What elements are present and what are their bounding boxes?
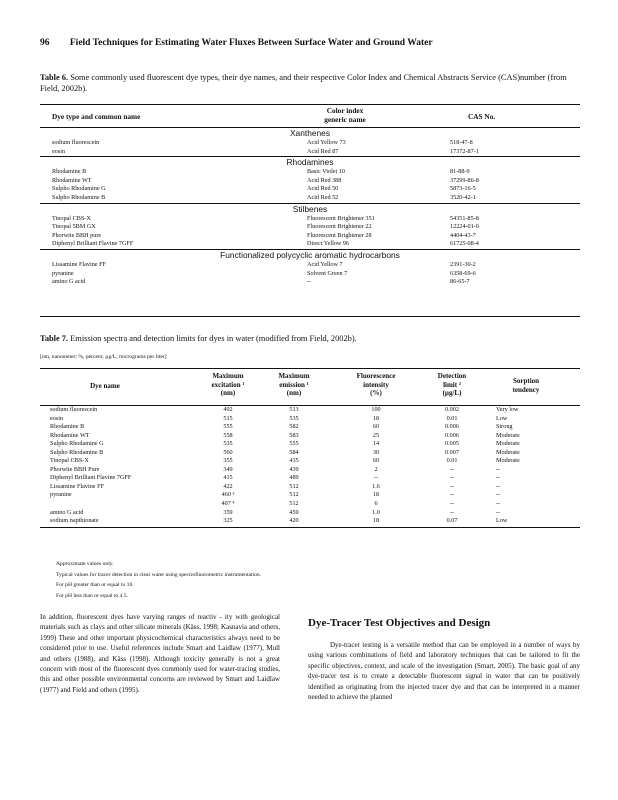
table6-group-heading: Rhodamines: [40, 156, 580, 168]
table7-caption: [40, 333, 580, 344]
cas-number-cell: 6358-69-6: [450, 269, 476, 277]
sorption-cell: --: [496, 508, 501, 516]
table7-units-note: [nm, nanometer; %, percent; µg/L, micrograms per liter]: [40, 354, 167, 360]
table7-header: [40, 370, 580, 404]
dye-name-cell: amino G acid: [52, 278, 86, 286]
table7-row: [40, 449, 580, 458]
cas-number-cell: 518-47-8: [450, 139, 473, 146]
table6-caption-text: Some commonly used fluorescent dye types, their dye names, and their respective Color Index and Chemical Abstracts Service (CAS)number (from Field, 2002b).: [40, 73, 567, 93]
table7-row: [40, 500, 580, 509]
emission-cell: 583: [289, 431, 299, 439]
emission-cell: 513: [289, 406, 299, 413]
dye-name-cell: Lissamine Flavine FF: [52, 260, 106, 268]
emission-cell: 535: [289, 414, 299, 422]
hdr-line: (nm): [286, 389, 302, 397]
sorption-cell: Low: [496, 414, 508, 422]
fluorescence-cell: 2: [374, 465, 378, 473]
detection-limit-cell: --: [449, 465, 455, 473]
cas-number-cell: 54351-85-8: [450, 214, 479, 222]
sorption-cell: --: [496, 465, 501, 473]
dye-name-cell: Diphenyl Brilliant Flavine 7GFF: [52, 240, 134, 248]
excitation-cell: 415: [223, 474, 233, 482]
dye-name-cell: Rhodamine WT: [50, 431, 90, 439]
fluorescence-cell: 25: [372, 431, 380, 439]
cas-number-cell: 37299-86-8: [450, 176, 479, 184]
dye-name-cell: Lissamine Flavine FF: [50, 482, 104, 490]
sorption-cell: --: [496, 474, 501, 482]
detection-limit-cell: --: [449, 500, 455, 508]
detection-limit-cell: 0.006: [445, 431, 459, 439]
detection-limit-cell: 0.07: [446, 517, 458, 525]
sorption-cell: Moderate: [496, 457, 520, 465]
table6-row: [40, 215, 580, 224]
table7-row: [40, 423, 580, 432]
emission-cell: 435: [289, 457, 299, 465]
emission-cell: 512: [289, 500, 299, 508]
excitation-cell: 422: [223, 482, 233, 490]
table6-row: [40, 185, 580, 194]
detection-limit-cell: 0.006: [445, 423, 459, 431]
dye-name-cell: sodium napthionate: [50, 517, 99, 525]
table6-row: [40, 278, 580, 287]
color-index-cell: Fluorescent Brightener 28: [307, 231, 372, 239]
hdr-line: Maximum: [212, 372, 244, 380]
excitation-cell: 359: [223, 508, 233, 516]
cas-number-cell: 3520-42-1: [450, 193, 476, 201]
detection-limit-cell: --: [449, 482, 455, 490]
color-index-cell: Acid Red 388: [307, 176, 342, 184]
table7-row: [40, 415, 580, 424]
hdr-line: Maximum: [278, 372, 310, 380]
running-title: Field Techniques for Estimating Water Fluxes Between Surface Water and Ground Water: [69, 38, 433, 48]
detection-limit-cell: 0.002: [445, 406, 459, 413]
detection-limit-cell: 0.01: [446, 414, 458, 422]
table7-row: [40, 440, 580, 449]
excitation-cell: 535: [223, 440, 233, 448]
table6-row: [40, 232, 580, 241]
hdr-line: (nm): [220, 389, 236, 397]
table6-header-cas: CAS No.: [468, 112, 496, 121]
table6-group-heading: Functionalized polycyclic aromatic hydrocarbons: [40, 249, 580, 261]
color-index-cell: Acid Yellow 73: [307, 139, 346, 146]
dye-name-cell: Rhodamine B: [50, 423, 85, 431]
fluorescence-cell: 6: [374, 500, 378, 508]
table6-row: [40, 270, 580, 279]
emission-cell: 439: [289, 465, 299, 473]
fluorescence-cell: 1.0: [372, 508, 380, 516]
table7-header-dye: Dye name: [90, 382, 120, 390]
color-index-cell: Fluorescent Brightener 22: [307, 223, 372, 231]
excitation-cell: 560: [223, 448, 233, 456]
table7-header-excitation: [198, 372, 258, 398]
emission-cell: 582: [289, 423, 299, 431]
hdr-line: excitation ¹: [211, 380, 245, 389]
fluorescence-cell: 100: [371, 406, 381, 413]
fluorescence-cell: 60: [372, 457, 380, 465]
excitation-cell: 325: [223, 517, 233, 525]
table7-row: [40, 483, 580, 492]
cas-number-cell: 4404-43-7: [450, 231, 476, 239]
sorption-cell: Moderate: [496, 431, 520, 439]
detection-limit-cell: 0.01: [446, 457, 458, 465]
hdr-line: emission ¹: [279, 380, 309, 389]
color-index-cell: Acid Red 52: [307, 193, 339, 201]
dye-name-cell: Tinopal CBS-X: [50, 457, 89, 465]
dye-name-cell: amino G acid: [50, 508, 84, 516]
table7-bottom-rule: [40, 527, 580, 528]
fluorescence-cell: 18: [372, 491, 380, 499]
sorption-cell: Very low: [496, 406, 519, 413]
excitation-cell: 558: [223, 431, 233, 439]
color-index-cell: Acid Yellow 7: [307, 260, 343, 268]
color-index-cell: --: [307, 278, 312, 286]
detection-limit-cell: --: [449, 508, 455, 516]
table7-label: Table 7.: [40, 334, 69, 343]
table6-header-ci1: Color index: [326, 106, 364, 115]
sorption-cell: Strong: [496, 423, 513, 431]
hdr-line: tendency: [512, 385, 540, 394]
dye-name-cell: Sulpho Rhodamine B: [52, 193, 106, 201]
page-number: 96: [40, 38, 50, 48]
table6-top-rule: [40, 104, 580, 105]
dye-name-cell: Sulpho Rhodamine G: [50, 440, 104, 448]
detection-limit-cell: --: [449, 474, 455, 482]
table7-footnote: Typical values for tracer detection in clear water using spectrofluorometric instrumentation.: [56, 571, 262, 578]
table6-row: [40, 240, 580, 249]
excitation-cell: 407 ⁴: [221, 500, 235, 508]
table7-header-sorption: [496, 377, 556, 394]
section-heading: Dye-Tracer Test Objectives and Design: [308, 617, 491, 629]
table6-row: [40, 194, 580, 203]
cas-number-cell: 86-65-7: [450, 278, 470, 286]
fluorescence-cell: 60: [372, 423, 380, 431]
table6-label: Table 6.: [40, 73, 69, 82]
dye-name-cell: Sulpho Rhodamine B: [50, 448, 104, 456]
body-right-paragraph: Dye-tracer testing is a versatile method that can be employed in a number of ways by using various combinations of field and laboratory techniques that can be tailored to fit the specific objectives, context, and scale of the investigation (Smart, 2005). The basic goal of any dye-tracer test is to create a detectable fluorescent signal in water that can be positively identified as originating from the injected tracer dye and that can be interpreted in a manner needed to achieve the planned: [308, 641, 580, 702]
emission-cell: 512: [289, 482, 299, 490]
dye-name-cell: Tinopal CBS-X: [52, 214, 91, 222]
table7-header-emission: [264, 372, 324, 398]
dye-name-cell: Tinopal 5BM GX: [52, 223, 96, 231]
hdr-line: (%): [370, 389, 382, 397]
table7-footnote: For pH less than or equal to 4.5.: [56, 592, 128, 599]
color-index-cell: Fluorescent Brightener 351: [307, 214, 375, 222]
excitation-cell: 355: [223, 457, 233, 465]
table6-row: [40, 168, 580, 177]
table7-row: [40, 517, 580, 526]
detection-limit-cell: 0.007: [445, 448, 459, 456]
dye-name-cell: Rhodamine WT: [52, 176, 92, 184]
table7-row: [40, 491, 580, 500]
dye-name-cell: Phorwite BBH pure: [52, 231, 102, 239]
dye-name-cell: Sulpho Rhodamine G: [52, 185, 106, 193]
emission-cell: 489: [289, 474, 299, 482]
hdr-line: (µg/L): [442, 389, 462, 397]
sorption-cell: Moderate: [496, 440, 520, 448]
emission-cell: 584: [289, 448, 299, 456]
table7-body: [40, 406, 580, 526]
hdr-line: Sorption: [512, 377, 540, 385]
table7-footnote: Approximate values only.: [56, 561, 114, 567]
dye-name-cell: Rhodamine B: [52, 168, 87, 176]
table7-row: [40, 466, 580, 475]
table6-row: [40, 223, 580, 232]
sorption-cell: --: [496, 491, 501, 499]
table6-row: [40, 261, 580, 270]
emission-cell: 512: [289, 491, 299, 499]
table6-group-heading: Stilbenes: [40, 203, 580, 215]
table6-row: [40, 139, 580, 148]
dye-name-cell: eosin: [50, 414, 64, 422]
table6-header-dye: Dye type and common name: [52, 112, 141, 121]
emission-cell: 459: [289, 508, 299, 516]
table6-group-heading: Xanthenes: [40, 127, 580, 139]
cas-number-cell: 5873-16-5: [450, 185, 476, 193]
detection-limit-cell: --: [449, 491, 455, 499]
table7-row: [40, 509, 580, 518]
table6-row: [40, 177, 580, 186]
dye-name-cell: eosin: [52, 147, 66, 155]
dye-name-cell: Phorwite BBH Pure: [50, 465, 100, 473]
table6-body: [40, 127, 580, 287]
sorption-cell: --: [496, 482, 501, 490]
color-index-cell: Acid Red 50: [307, 185, 339, 193]
sorption-cell: Low: [496, 517, 508, 525]
dye-name-cell: pyranine: [52, 269, 74, 277]
table7-caption-text: Emission spectra and detection limits for dyes in water (modified from Field, 2002b).: [70, 334, 357, 343]
table6-caption: [40, 72, 580, 94]
dye-name-cell: sodium fluorescein: [50, 406, 98, 413]
table7-row: [40, 457, 580, 466]
fluorescence-cell: --: [373, 474, 379, 482]
emission-cell: 555: [289, 440, 299, 448]
running-header: [40, 38, 433, 48]
fluorescence-cell: 18: [372, 414, 380, 422]
table7-footnotes: [56, 559, 261, 601]
cas-number-cell: 2391-30-2: [450, 260, 476, 268]
table7-row: [40, 474, 580, 483]
fluorescence-cell: 30: [372, 448, 380, 456]
table6-header-ci2: generic name: [324, 115, 366, 124]
sorption-cell: Moderate: [496, 448, 520, 456]
table6-row: [40, 148, 580, 157]
table7-header-fluorescence: [338, 372, 414, 398]
table7-row: [40, 432, 580, 441]
hdr-line: intensity: [363, 380, 389, 389]
cas-number-cell: 81-88-9: [450, 168, 470, 176]
emission-cell: 420: [289, 517, 299, 525]
cas-number-cell: 17372-87-1: [450, 147, 479, 155]
sorption-cell: --: [496, 500, 501, 508]
cas-number-cell: 61725-08-4: [450, 240, 479, 248]
table7-row: [40, 406, 580, 415]
hdr-line: Fluorescence: [356, 372, 396, 380]
excitation-cell: 515: [223, 414, 233, 422]
excitation-cell: 492: [223, 406, 233, 413]
dye-name-cell: Diphenyl Brilliant Flavine 7GFF: [50, 474, 132, 482]
dye-name-cell: pyranine: [50, 491, 72, 499]
detection-limit-cell: 0.005: [445, 440, 459, 448]
color-index-cell: Basic Violet 10: [307, 168, 346, 176]
excitation-cell: 349: [223, 465, 233, 473]
dye-name-cell: sodium fluorescein: [52, 139, 100, 146]
table7-top-rule: [40, 368, 580, 369]
color-index-cell: Acid Red 87: [307, 147, 339, 155]
table6-bottom-rule: [40, 316, 580, 317]
hdr-line: Detection: [437, 372, 467, 380]
color-index-cell: Direct Yellow 96: [307, 240, 350, 248]
fluorescence-cell: 18: [372, 517, 380, 525]
body-left-paragraph: In addition, fluorescent dyes have varying ranges of reactiv - ity with geological materials such as clays and other silicate minerals (Käss, 1998; Kasnavia and others, 1999) These and other important physicochemical characteristics always need to be considered prior to use. Useful references include Smart and Laidlaw (1977), Mull and others (1988), and Käss (1998). Although toxicity generally is not a great concern with most of the fluorescent dyes commonly used for water-tracing studies, this and other possible environmental concerns are reviewed by Smart and Laidlaw (1977) and Field and others (1995).: [40, 613, 280, 694]
cas-number-cell: 12224-01-0: [450, 223, 479, 231]
color-index-cell: Solvent Green 7: [307, 269, 348, 277]
table7-header-detection: [418, 372, 486, 398]
excitation-cell: 555: [223, 423, 233, 431]
excitation-cell: 460 ³: [221, 491, 235, 499]
fluorescence-cell: 1.6: [372, 482, 380, 490]
table7-footnote: For pH greater than or equal to 10.: [56, 582, 134, 588]
fluorescence-cell: 14: [372, 440, 380, 448]
table6-header: [40, 106, 580, 126]
hdr-line: limit ²: [443, 380, 461, 389]
